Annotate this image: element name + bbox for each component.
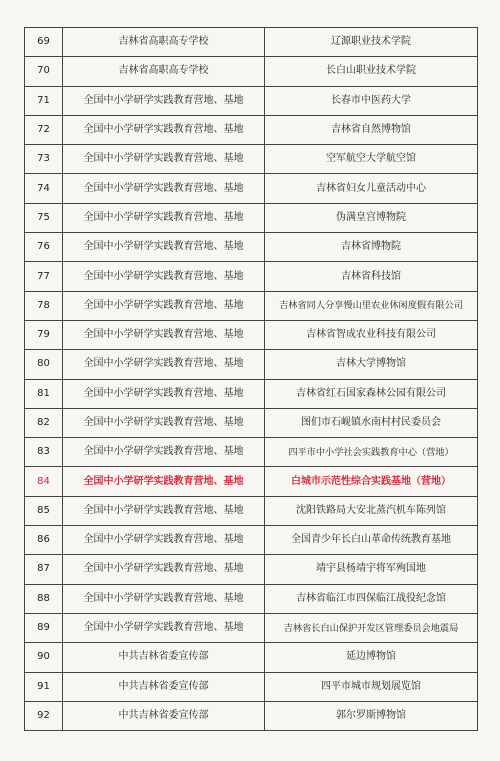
row-number: 77	[25, 262, 63, 291]
table-row	[25, 701, 478, 730]
row-institution: 吉林省临江市四保临江战役纪念馆	[265, 584, 478, 613]
row-category: 全国中小学研学实践教育营地、基地	[63, 86, 265, 115]
row-category: 全国中小学研学实践教育营地、基地	[63, 496, 265, 525]
row-institution: 吉林省博物院	[265, 233, 478, 262]
row-category: 全国中小学研学实践教育营地、基地	[63, 350, 265, 379]
row-category: 全国中小学研学实践教育营地、基地	[63, 262, 265, 291]
row-number: 90	[25, 643, 63, 672]
row-category: 全国中小学研学实践教育营地、基地	[63, 115, 265, 144]
table-row	[25, 379, 478, 408]
row-category: 全国中小学研学实践教育营地、基地	[63, 379, 265, 408]
row-number: 70	[25, 57, 63, 86]
table-row	[25, 86, 478, 115]
row-institution: 郭尔罗斯博物馆	[265, 701, 478, 730]
row-number: 89	[25, 613, 63, 642]
row-institution: 辽源职业技术学院	[265, 28, 478, 57]
row-number: 73	[25, 145, 63, 174]
row-institution: 长春市中医药大学	[265, 86, 478, 115]
row-number: 87	[25, 555, 63, 584]
table-row	[25, 438, 478, 467]
row-institution: 四平市中小学社会实践教育中心（营地）	[265, 438, 478, 467]
row-number: 72	[25, 115, 63, 144]
row-category: 吉林省高职高专学校	[63, 28, 265, 57]
row-institution: 空军航空大学航空馆	[265, 145, 478, 174]
table-row	[25, 672, 478, 701]
row-number: 80	[25, 350, 63, 379]
row-institution: 吉林省智成农业科技有限公司	[265, 320, 478, 349]
row-number: 83	[25, 438, 63, 467]
row-category: 全国中小学研学实践教育营地、基地	[63, 203, 265, 232]
row-number: 92	[25, 701, 63, 730]
row-number: 82	[25, 408, 63, 437]
row-institution: 吉林省同人分享慢山里农业休闲度假有限公司	[265, 291, 478, 320]
row-category: 全国中小学研学实践教育营地、基地	[63, 174, 265, 203]
row-institution: 延边博物馆	[265, 643, 478, 672]
table-body	[25, 28, 478, 731]
row-category: 全国中小学研学实践教育营地、基地	[63, 291, 265, 320]
row-category: 中共吉林省委宣传部	[63, 672, 265, 701]
row-category: 全国中小学研学实践教育营地、基地	[63, 320, 265, 349]
table-row	[25, 57, 478, 86]
row-category: 全国中小学研学实践教育营地、基地	[63, 145, 265, 174]
row-institution: 靖宇县杨靖宇将军殉国地	[265, 555, 478, 584]
row-category: 全国中小学研学实践教育营地、基地	[63, 584, 265, 613]
row-category: 全国中小学研学实践教育营地、基地	[63, 526, 265, 555]
row-category: 中共吉林省委宣传部	[63, 643, 265, 672]
row-institution: 吉林省长白山保护开发区管理委员会地震局	[265, 613, 478, 642]
table-row	[25, 320, 478, 349]
row-number: 84	[25, 467, 63, 496]
table-row	[25, 291, 478, 320]
row-category: 吉林省高职高专学校	[63, 57, 265, 86]
table-row	[25, 643, 478, 672]
table-row	[25, 408, 478, 437]
row-institution: 吉林省妇女儿童活动中心	[265, 174, 478, 203]
row-institution: 长白山职业技术学院	[265, 57, 478, 86]
row-category: 全国中小学研学实践教育营地、基地	[63, 467, 265, 496]
row-institution: 全国青少年长白山革命传统教育基地	[265, 526, 478, 555]
row-category: 全国中小学研学实践教育营地、基地	[63, 233, 265, 262]
row-institution: 白城市示范性综合实践基地（营地）	[265, 467, 478, 496]
row-number: 88	[25, 584, 63, 613]
table-row	[25, 203, 478, 232]
row-number: 86	[25, 526, 63, 555]
highlighted-table-row	[25, 467, 478, 496]
table-row	[25, 145, 478, 174]
row-number: 76	[25, 233, 63, 262]
table-row	[25, 350, 478, 379]
row-number: 91	[25, 672, 63, 701]
row-category: 全国中小学研学实践教育营地、基地	[63, 408, 265, 437]
table-row	[25, 115, 478, 144]
table-row	[25, 174, 478, 203]
row-number: 81	[25, 379, 63, 408]
row-institution: 图们市石岘镇水南村村民委员会	[265, 408, 478, 437]
table-row	[25, 28, 478, 57]
row-number: 69	[25, 28, 63, 57]
row-institution: 四平市城市规划展览馆	[265, 672, 478, 701]
table-row	[25, 262, 478, 291]
table-row	[25, 496, 478, 525]
row-institution: 吉林省红石国家森林公园有限公司	[265, 379, 478, 408]
row-number: 85	[25, 496, 63, 525]
row-number: 75	[25, 203, 63, 232]
row-institution: 伪满皇宫博物院	[265, 203, 478, 232]
row-institution: 沈阳铁路局大安北蒸汽机车陈列馆	[265, 496, 478, 525]
row-category: 全国中小学研学实践教育营地、基地	[63, 555, 265, 584]
row-number: 74	[25, 174, 63, 203]
row-institution: 吉林省科技馆	[265, 262, 478, 291]
row-category: 全国中小学研学实践教育营地、基地	[63, 613, 265, 642]
table-row	[25, 233, 478, 262]
table-row	[25, 613, 478, 642]
row-number: 71	[25, 86, 63, 115]
row-institution: 吉林省自然博物馆	[265, 115, 478, 144]
row-number: 79	[25, 320, 63, 349]
table-row	[25, 555, 478, 584]
row-number: 78	[25, 291, 63, 320]
institution-table	[24, 27, 478, 731]
table-row	[25, 584, 478, 613]
row-category: 中共吉林省委宣传部	[63, 701, 265, 730]
row-institution: 吉林大学博物馆	[265, 350, 478, 379]
row-category: 全国中小学研学实践教育营地、基地	[63, 438, 265, 467]
table-row	[25, 526, 478, 555]
